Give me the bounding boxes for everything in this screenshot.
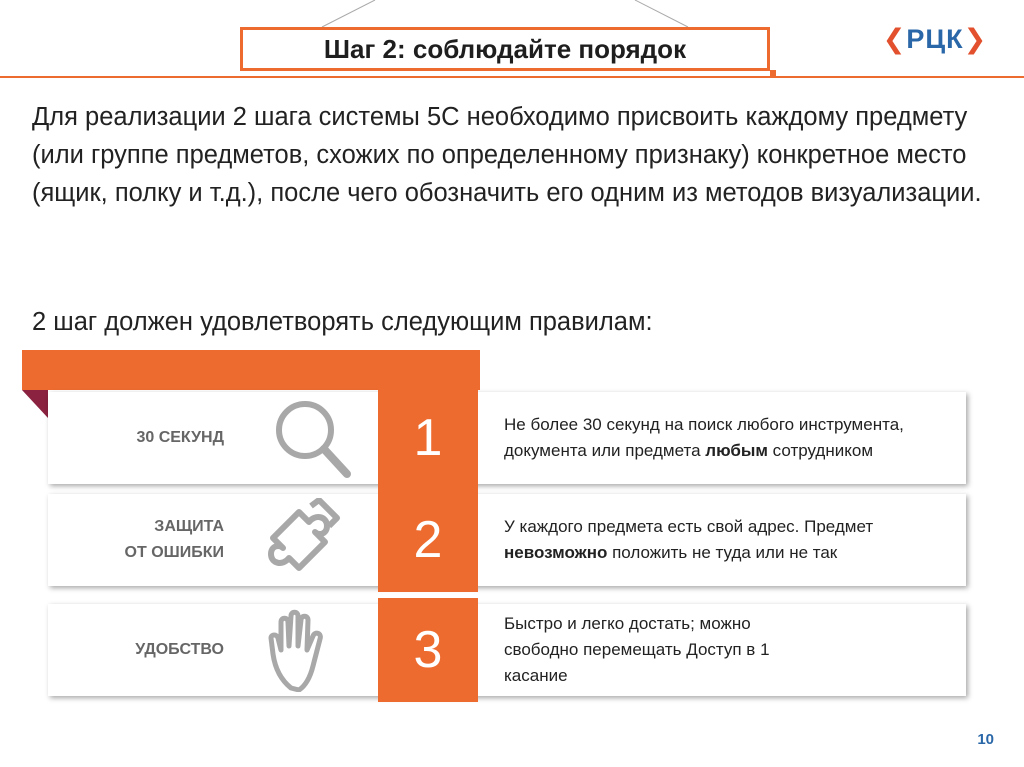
logo-left-bracket: ❮: [882, 23, 907, 54]
rule-description: Не более 30 секунд на поиск любого инструмента, документа или предмета любым сотрудником: [504, 415, 904, 460]
rck-logo: [880, 22, 990, 56]
page-number: 10: [977, 731, 994, 748]
title-box: [243, 30, 767, 68]
rule-number: 2: [378, 488, 478, 592]
header-divider: [0, 76, 1024, 78]
logo-text: РЦК: [906, 23, 964, 54]
rule-number: 3: [378, 598, 478, 702]
rule-description: Быстро и легко достать; можно свободно перемещать Доступ в 1 касание: [504, 614, 770, 685]
rule-card-3: [48, 604, 966, 696]
header-divider-notch: [770, 70, 776, 78]
rule-label: ЗАЩИТА ОТ ОШИБКИ: [124, 518, 224, 561]
intro-paragraph: Для реализации 2 шага системы 5С необходимо присвоить каждому предмету (или группе предметов, схожих по определенному признаку) конкретное место (ящик, полку и т.д.), после чего обозначить его одним из методов визуализации.: [32, 103, 982, 207]
logo-right-bracket: ❯: [963, 23, 988, 54]
hand-icon: [253, 608, 363, 692]
magnifier-icon: [253, 396, 363, 480]
rule-description: У каждого предмета есть свой адрес. Предмет невозможно положить не туда или не так: [504, 517, 874, 562]
puzzle-icon: [253, 498, 363, 582]
rule-label: 30 СЕКУНД: [136, 429, 224, 446]
rule-number: 1: [378, 386, 478, 490]
rules-heading: 2 шаг должен удовлетворять следующим правилам:: [32, 308, 653, 336]
rule-card-1: [48, 392, 966, 484]
fold-corner: [22, 390, 48, 418]
rule-card-2: [48, 494, 966, 586]
rule-label: УДОБСТВО: [135, 641, 224, 658]
rules-header-band: [22, 350, 480, 390]
page-title: Шаг 2: соблюдайте порядок: [323, 33, 687, 64]
